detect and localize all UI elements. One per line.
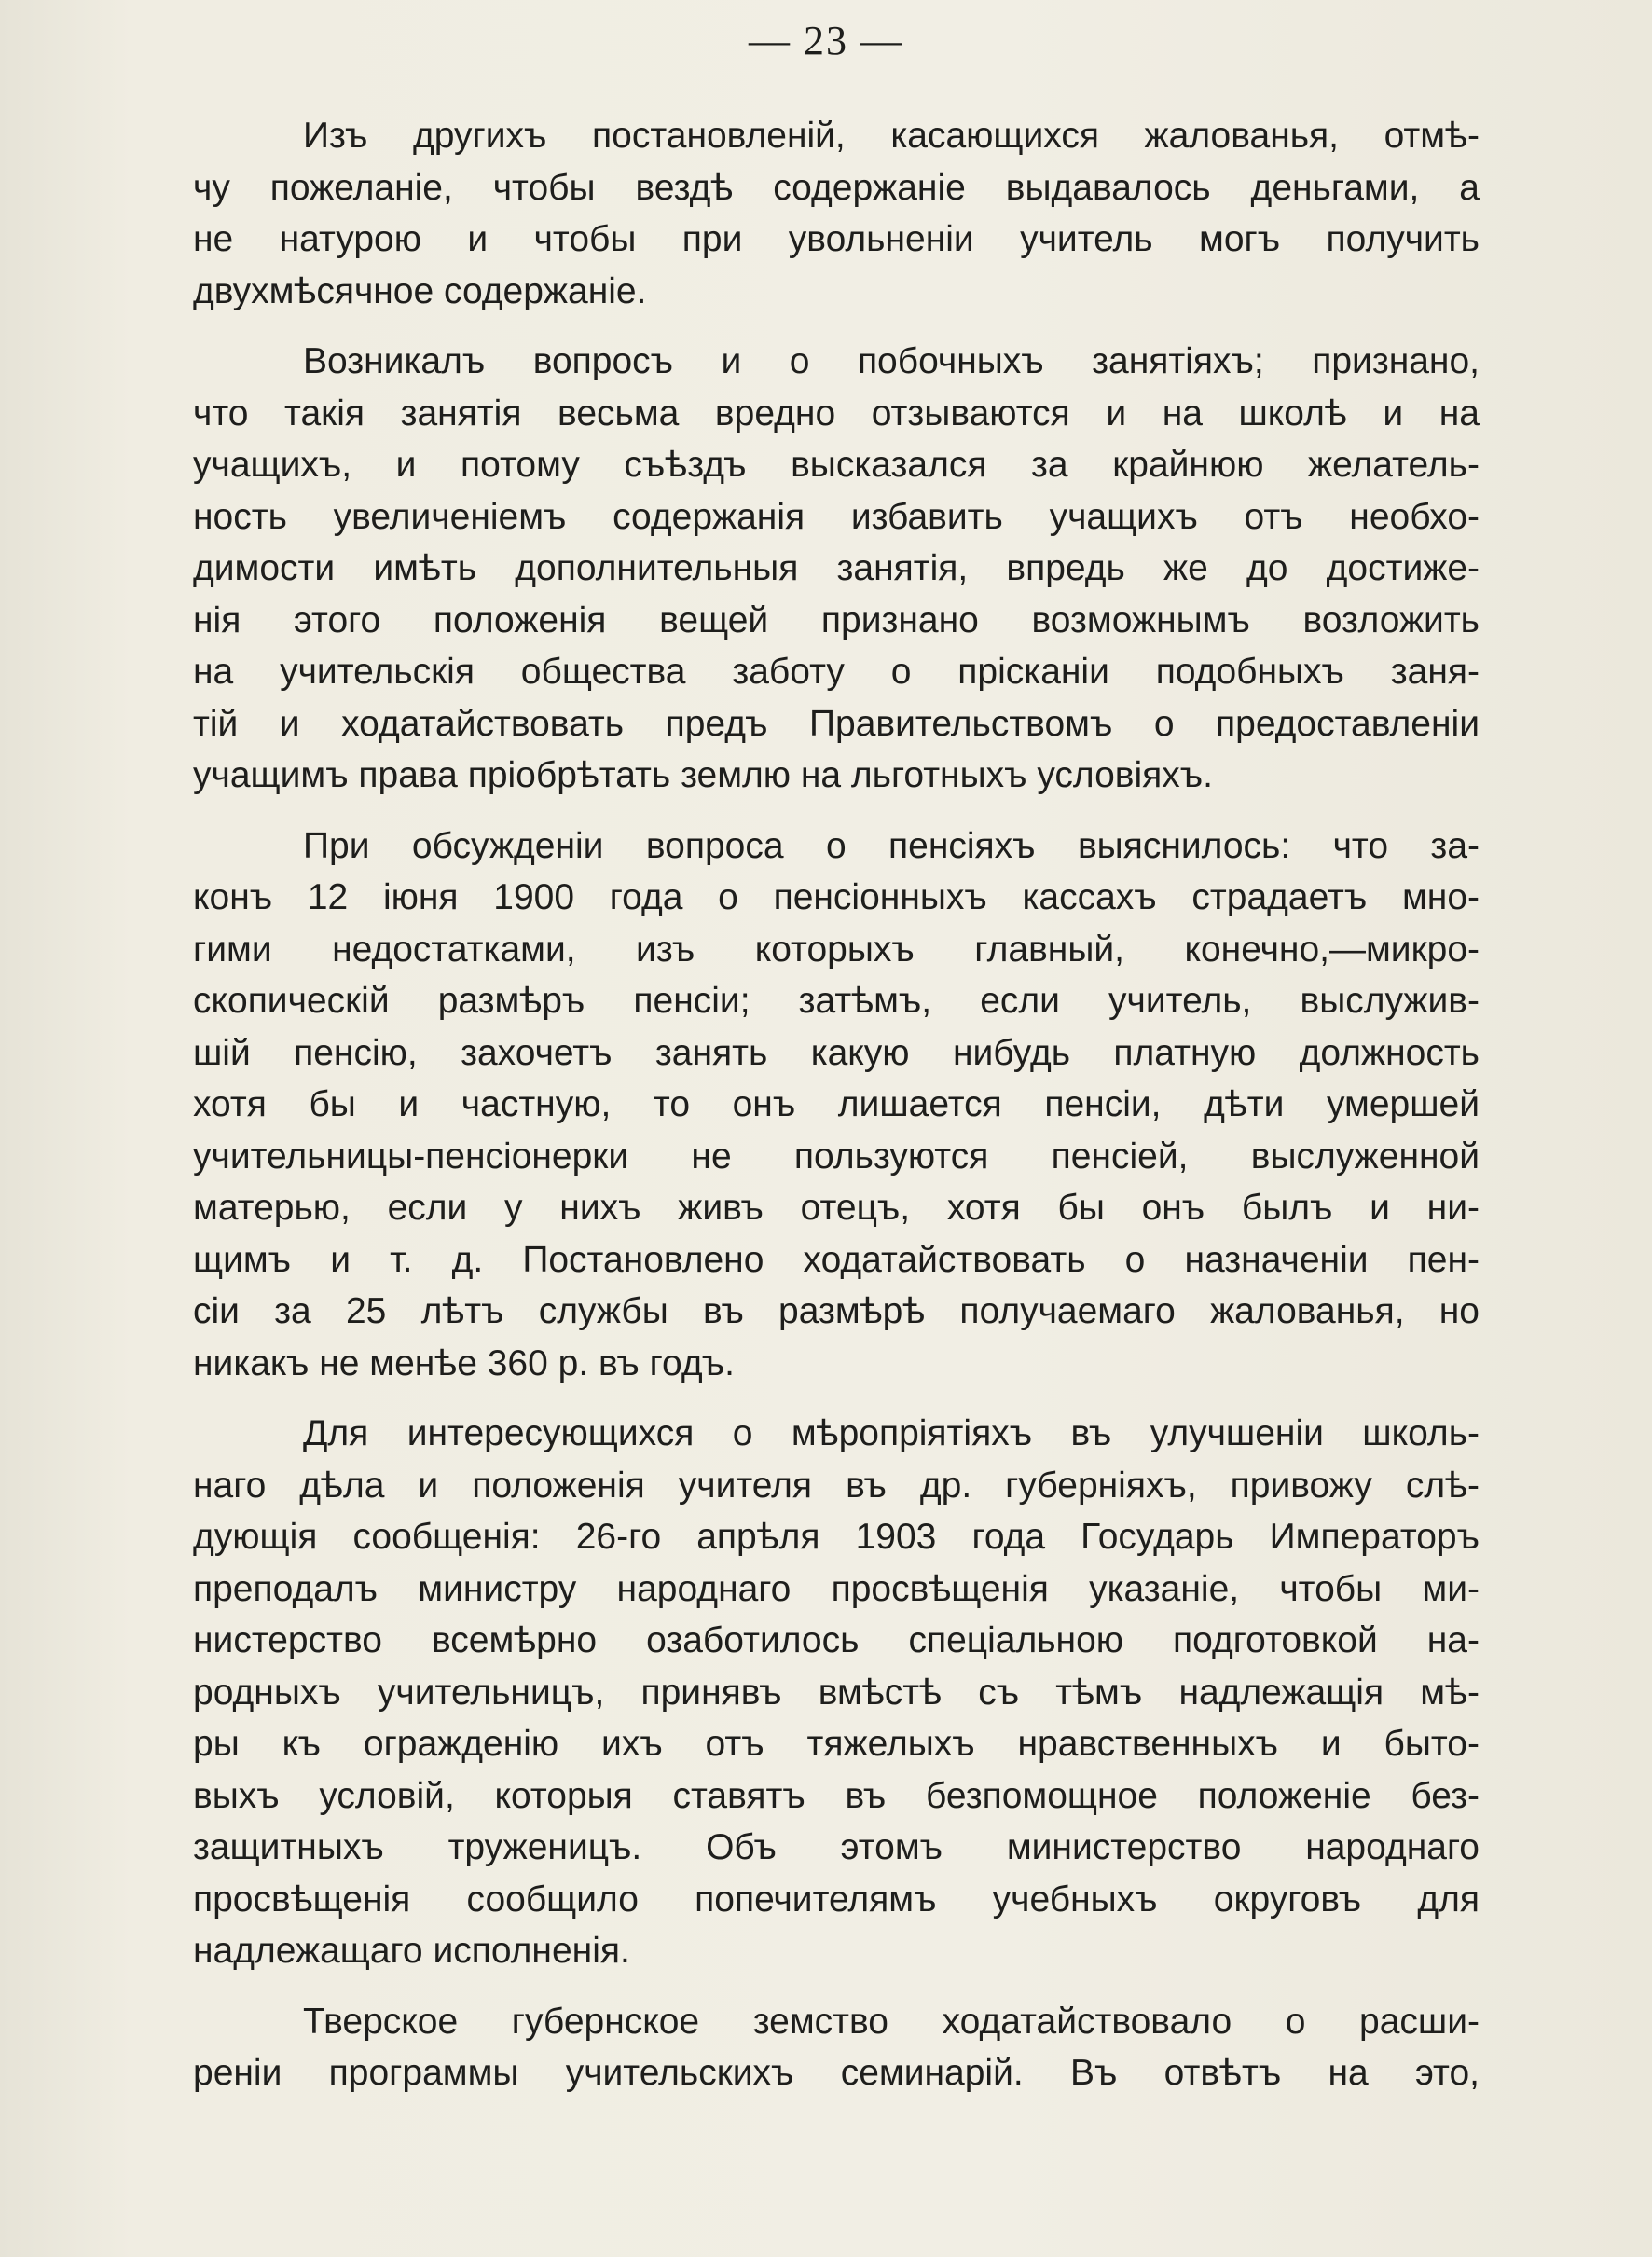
text-line: Тверское губернское земство ходатайствовало о расши- bbox=[303, 2001, 1480, 2042]
text-line: ры къ огражденію ихъ отъ тяжелыхъ нравственныхъ и быто- bbox=[193, 1724, 1480, 1764]
text-line: преподалъ министру народнаго просвѣщенія указаніе, чтобы ми- bbox=[193, 1568, 1480, 1609]
text-line: учащимъ права пріобрѣтать землю на льготныхъ условіяхъ. bbox=[193, 755, 1213, 795]
text-line: Возникалъ вопросъ и о побочныхъ занятіяхъ; признано, bbox=[303, 341, 1480, 381]
text-line: димости имѣть дополнительныя занятія, впредь же до достиже- bbox=[193, 548, 1480, 588]
text-line: При обсужденіи вопроса о пенсіяхъ выяснилось: что за- bbox=[303, 825, 1480, 866]
text-line: шій пенсію, захочетъ занять какую нибудь платную должность bbox=[193, 1032, 1480, 1073]
text-line: хотя бы и частную, то онъ лишается пенсіи, дѣти умершей bbox=[193, 1084, 1480, 1124]
body-text bbox=[193, 110, 1480, 2118]
text-line: просвѣщенія сообщило попечителямъ учебныхъ округовъ для bbox=[193, 1879, 1480, 1920]
text-line: реніи программы учительскихъ семинарій. Въ отвѣтъ на это, bbox=[193, 2053, 1480, 2093]
paragraph-5 bbox=[193, 1996, 1480, 2099]
text-line: защитныхъ труженицъ. Объ этомъ министерство народнаго bbox=[193, 1827, 1480, 1867]
text-line: двухмѣсячное содержаніе. bbox=[193, 270, 647, 311]
text-line: учащихъ, и потому съѣздъ высказался за крайнюю желатель- bbox=[193, 445, 1480, 485]
text-line: ность увеличеніемъ содержанія избавить учащихъ отъ необхо- bbox=[193, 496, 1480, 537]
text-line: родныхъ учительницъ, принявъ вмѣстѣ съ тѣмъ надлежащія мѣ- bbox=[193, 1672, 1480, 1713]
text-line: гими недостатками, изъ которыхъ главный, конечно,—микро- bbox=[193, 929, 1480, 970]
text-line: Изъ другихъ постановленій, касающихся жалованья, отмѣ- bbox=[303, 116, 1480, 156]
paragraph-1 bbox=[193, 110, 1480, 317]
text-line: щимъ и т. д. Постановлено ходатайствовать о назначеніи пен- bbox=[193, 1239, 1480, 1280]
text-line: дующія сообщенія: 26-го апрѣля 1903 года Государь Императоръ bbox=[193, 1517, 1480, 1557]
text-line: Для интересующихся о мѣропріятіяхъ въ улучшеніи школь- bbox=[303, 1413, 1480, 1453]
text-line: что такія занятія весьма вредно отзываются и на школѣ и на bbox=[193, 392, 1480, 434]
page-number: — 23 — bbox=[749, 18, 903, 63]
text-line: конъ 12 іюня 1900 года о пенсіонныхъ кассахъ страдаетъ мно- bbox=[193, 877, 1480, 917]
text-line: наго дѣла и положенія учителя въ др. губерніяхъ, привожу слѣ- bbox=[193, 1465, 1480, 1506]
paragraph-4 bbox=[193, 1408, 1480, 1977]
text-line: не натурою и чтобы при увольненіи учитель могъ получить bbox=[193, 219, 1480, 259]
text-line: нистерство всемѣрно озаботилось спеціальною подготовкой на- bbox=[193, 1620, 1480, 1660]
text-line: нія этого положенія вещей признано возможнымъ возложить bbox=[193, 599, 1480, 640]
paragraph-3 bbox=[193, 820, 1480, 1390]
text-line: сіи за 25 лѣтъ службы въ размѣрѣ получаемаго жалованья, но bbox=[193, 1291, 1480, 1331]
text-line: надлежащаго исполненія. bbox=[193, 1931, 630, 1971]
text-line: выхъ условій, которыя ставятъ въ безпомощное положеніе без- bbox=[193, 1775, 1480, 1816]
text-line: чу пожеланіе, чтобы вездѣ содержаніе выдавалось деньгами, а bbox=[193, 167, 1480, 208]
text-line: учительницы-пенсіонерки не пользуются пенсіей, выслуженной bbox=[193, 1135, 1480, 1177]
text-line: тій и ходатайствовать предъ Правительствомъ о предоставленіи bbox=[193, 703, 1480, 744]
paragraph-2 bbox=[193, 336, 1480, 802]
text-line: на учительскія общества заботу о прісканіи подобныхъ заня- bbox=[193, 652, 1480, 692]
text-line: матерью, если у нихъ живъ отецъ, хотя бы онъ былъ и ни- bbox=[193, 1188, 1480, 1228]
text-line: никакъ не менѣе 360 р. въ годъ. bbox=[193, 1342, 735, 1383]
text-line: скопическій размѣръ пенсіи; затѣмъ, если учитель, выслужив- bbox=[193, 981, 1480, 1021]
